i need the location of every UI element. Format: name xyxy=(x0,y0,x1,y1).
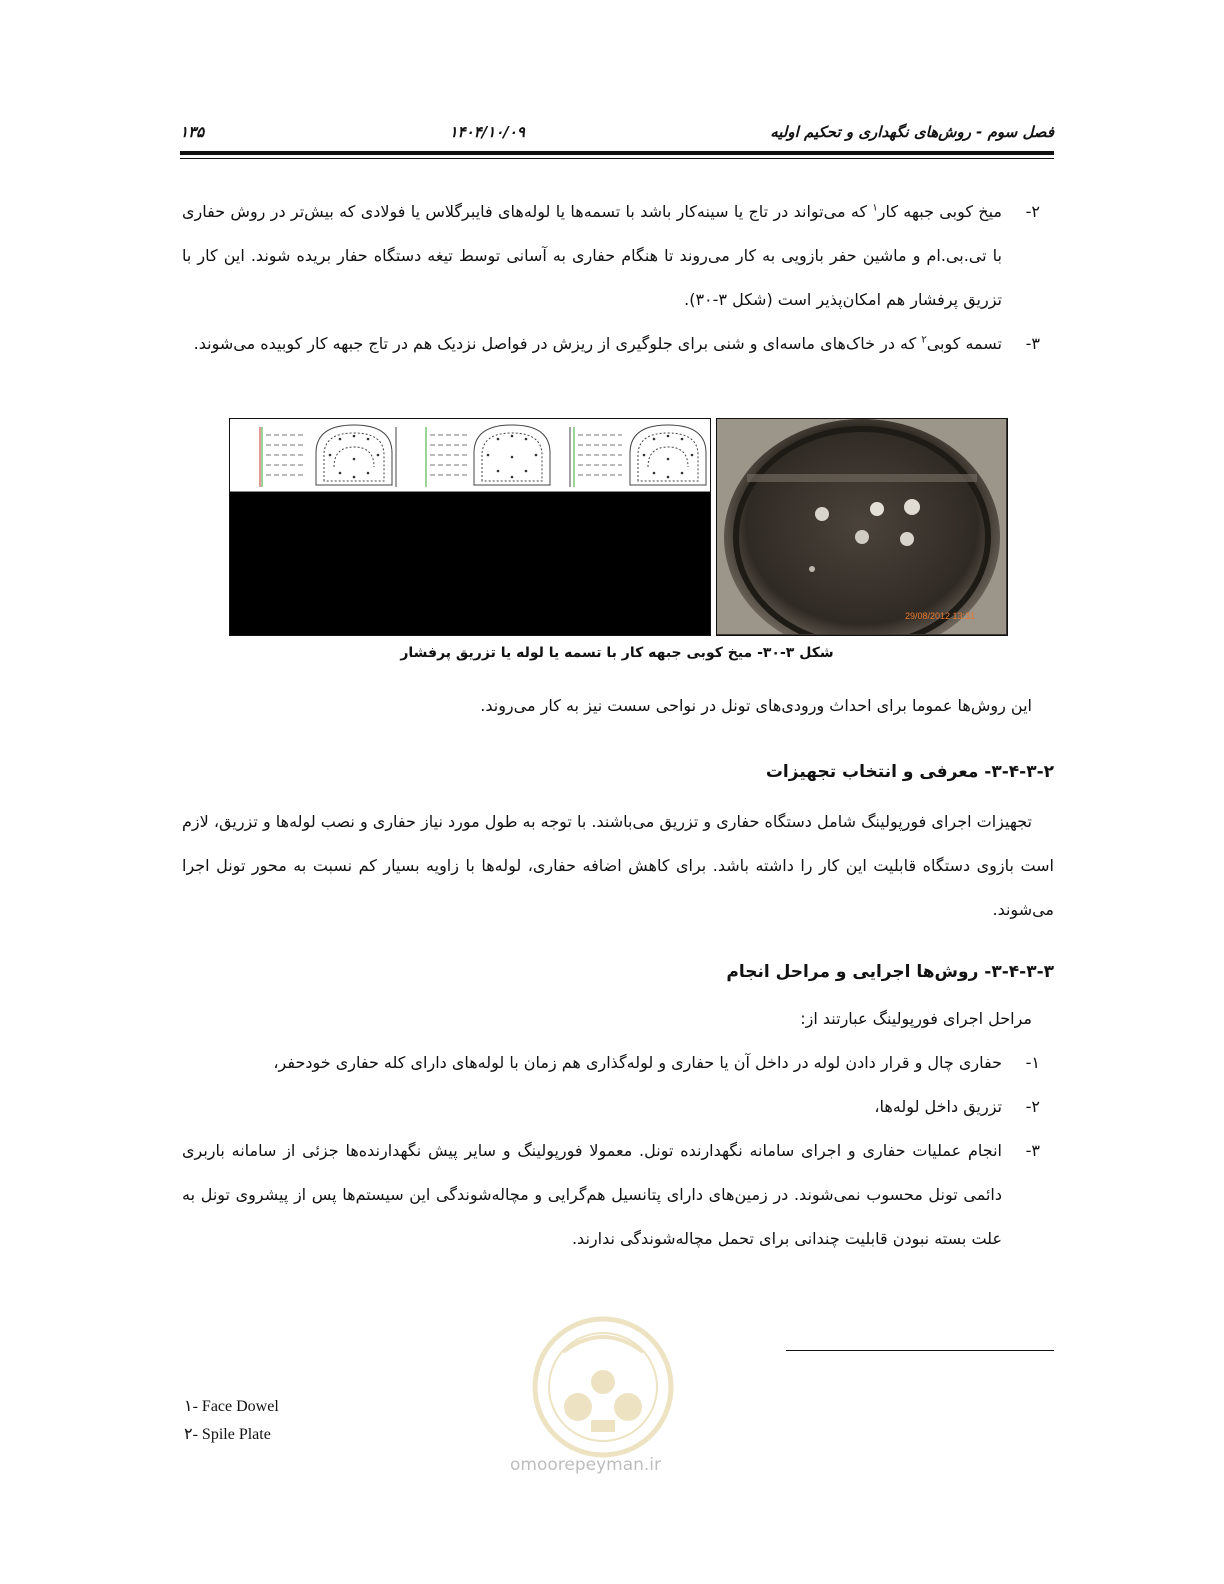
footnote: ۱- Face Dowel xyxy=(184,1398,279,1415)
paragraph-after-figure xyxy=(180,684,1032,728)
watermark-seal-icon xyxy=(493,1312,713,1532)
footnote-ref: ۱ xyxy=(872,202,878,214)
tunnel-face-photo xyxy=(716,418,1008,636)
footnotes xyxy=(184,1393,279,1449)
header-date: ۱۴۰۴/۱۰/۰۹ xyxy=(449,123,525,141)
chapter-title: فصل سوم - روش‌های نگهداری و تحکیم اولیه xyxy=(770,123,1054,141)
figure-diagram-panel xyxy=(229,418,711,636)
list-item xyxy=(182,1085,1054,1129)
list-item xyxy=(182,322,1054,366)
figure-caption: شکل ۳-۳۰- میخ کوبی جبهه کار با تسمه یا لوله یا تزریق پرفشار xyxy=(400,645,834,661)
term-description: که در خاک‌های ماسه‌ای و شنی برای جلوگیری از ریزش در فواصل نزدیک هم در تاج جبهه کار کوبیده می‌شوند. xyxy=(193,334,922,353)
list-item-number: ۳- xyxy=(1025,334,1040,353)
term: میخ کوبی جبهه کار xyxy=(877,202,1003,221)
tunnel-sections-diagram xyxy=(230,419,709,491)
footnote: ۲- Spile Plate xyxy=(184,1426,271,1443)
photo-timestamp: 29/08/2012 13:31 xyxy=(905,611,976,621)
list-item xyxy=(182,1129,1054,1261)
section-equipment xyxy=(180,757,1054,787)
tunnel-photo-illustration xyxy=(717,419,1006,634)
list-item xyxy=(182,190,1054,322)
list-item-text xyxy=(182,190,1002,322)
section-heading: ۳-۴-۳-۳- روش‌ها اجرایی و مراحل انجام xyxy=(726,962,1054,982)
list-item-number: ۲- xyxy=(1025,202,1040,221)
section-heading: ۳-۴-۳-۲- معرفی و انتخاب تجهیزات xyxy=(765,762,1054,782)
term-description: که می‌تواند در تاج یا سینه‌کار باشد با تسمه‌ها یا لوله‌های فایبرگلاس یا فولادی که بیش‌تر در روش حفاری با تی.بی.ام و ماشین حفر بازویی به کار می‌روند تا هنگام حفاری به آسانی توسط تیغه دستگاه حفار بریده شوند. این کار با تزریق پرفشار هم امکان‌پذیر است (شکل ۳-۳۰). xyxy=(182,202,1002,309)
header-rule-thick xyxy=(180,151,1054,155)
list-item-text: تزریق داخل لوله‌ها، xyxy=(874,1097,1002,1116)
paragraph: مراحل اجرای فورپولینگ عبارتند از: xyxy=(800,1009,1032,1028)
list-item xyxy=(182,1041,1054,1085)
page-header xyxy=(180,118,1054,146)
section-methods xyxy=(180,957,1054,987)
page-number: ۱۳۵ xyxy=(180,123,205,141)
section-equipment-body xyxy=(182,800,1054,932)
list-item-text xyxy=(182,322,1002,366)
footnote-ref: ۲ xyxy=(921,334,927,346)
forepoling-schematic xyxy=(230,419,710,492)
list-item-text: انجام عملیات حفاری و اجرای سامانه نگهدارنده تونل. معمولا فورپولینگ و سایر پیش نگهدارنده‌ها جزئی از سامانه باربری دائمی تونل محسوب نمی‌شوند. در زمین‌های دارای پتانسیل هم‌گرایی و مچاله‌شوندگی این سیستم‌ها پس از پیشروی تونل به علت بسته نبودن قابلیت چندانی برای تحمل مچاله‌شوندگی ندارند. xyxy=(182,1141,1002,1248)
list-item-number: ۳- xyxy=(1025,1141,1040,1160)
watermark-url: omoorepeyman.ir xyxy=(510,1455,662,1475)
header-rule-thin xyxy=(180,158,1054,159)
section-methods-body xyxy=(182,997,1054,1261)
term: تسمه کوبی xyxy=(926,334,1002,353)
footnote-separator xyxy=(786,1350,1054,1351)
paragraph: این روش‌ها عموما برای احداث ورودی‌های تونل در نواحی سست نیز به کار می‌روند. xyxy=(480,696,1032,715)
list-item-number: ۱- xyxy=(1025,1053,1040,1072)
list-item-number: ۲- xyxy=(1025,1097,1040,1116)
list-item-text: حفاری چال و قرار دادن لوله در داخل آن یا حفاری و لوله‌گذاری هم زمان با لوله‌های دارای کله حفاری خودحفر، xyxy=(273,1053,1002,1072)
top-list xyxy=(182,190,1054,366)
paragraph: تجهیزات اجرای فورپولینگ شامل دستگاه حفاری و تزریق می‌باشند. با توجه به طول مورد نیاز حفاری و نصب لوله‌ها و تزریق، لازم است بازوی دستگاه قابلیت این کار را داشته باشد. برای کاهش اضافه حفاری، لوله‌ها با زاویه بسیار کم نسبت به محور تونل اجرا می‌شوند. xyxy=(182,812,1054,919)
